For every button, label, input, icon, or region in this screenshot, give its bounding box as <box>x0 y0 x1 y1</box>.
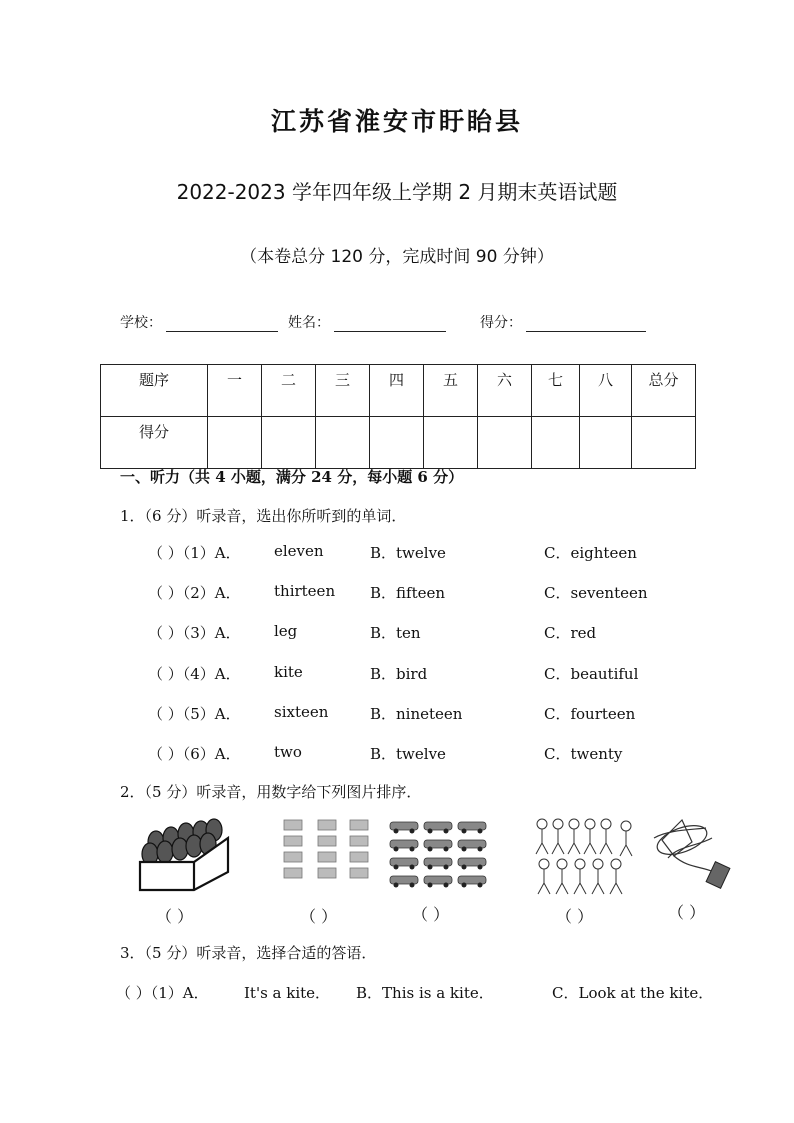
q1-item-2-num: （ ）（2）A． <box>148 584 241 602</box>
q3-item-1-b: B．This is a kite． <box>356 984 494 1002</box>
children-picture <box>532 816 642 896</box>
q1-item-1-b: B．twelve <box>370 544 446 562</box>
picture-5-answer-blank[interactable]: （ ） <box>668 903 706 922</box>
score-cell[interactable] <box>316 417 370 469</box>
score-cell[interactable] <box>424 417 478 469</box>
q3-item-1-a: It's a kite． <box>244 984 331 1002</box>
header-cell: 一 <box>208 365 262 417</box>
picture-1-answer-blank[interactable]: （ ） <box>156 907 194 926</box>
q1-item-2-b: B．fifteen <box>370 584 446 602</box>
picture-4-answer-blank[interactable]: （ ） <box>556 907 594 926</box>
header-cell: 八 <box>580 365 632 417</box>
document-title: 江苏省淮安市盱眙县 <box>270 107 523 136</box>
q1-item-3-c: C．red <box>544 624 597 642</box>
q1-item-6-a: two <box>274 743 302 761</box>
school-blank[interactable] <box>166 316 278 332</box>
section-heading: 一、听力（共 4 小题，满分 24 分，每小题 6 分） <box>120 468 464 486</box>
q1-item-5-a: sixteen <box>274 703 329 721</box>
header-cell: 三 <box>316 365 370 417</box>
q1-item-4-c: C．beautiful <box>544 665 639 683</box>
header-cell: 四 <box>370 365 424 417</box>
q1-item-4-num: （ ）（4）A． <box>148 665 241 683</box>
score-table-header-row <box>101 365 696 417</box>
score-cell[interactable] <box>370 417 424 469</box>
header-cell: 二 <box>262 365 316 417</box>
score-table-score-row <box>101 417 696 469</box>
q3-item-1-c: C．Look at the kite． <box>552 984 714 1002</box>
q1-item-3-num: （ ）（3）A． <box>148 624 241 642</box>
row-label: 得分 <box>101 417 208 469</box>
header-cell: 五 <box>424 365 478 417</box>
q1-item-5-num: （ ）（5）A． <box>148 705 241 723</box>
eggs-box-picture <box>136 816 232 894</box>
question-3-title: 3．（5 分）听录音，选择合适的答语． <box>120 944 377 962</box>
q1-item-1-c: C．eighteen <box>544 544 637 562</box>
exam-note: （本卷总分 120 分，完成时间 90 分钟） <box>240 247 554 267</box>
school-field <box>120 312 278 332</box>
q1-item-2-c: C．seventeen <box>544 584 648 602</box>
name-blank[interactable] <box>334 316 446 332</box>
score-field <box>480 312 646 332</box>
name-label: 姓名： <box>288 315 330 331</box>
picture-3-answer-blank[interactable]: （ ） <box>412 905 450 924</box>
name-field <box>288 312 446 332</box>
picture-2-answer-blank[interactable]: （ ） <box>300 907 338 926</box>
q1-item-5-b: B．nineteen <box>370 705 463 723</box>
books-picture <box>278 816 374 890</box>
header-cell: 总分 <box>632 365 696 417</box>
q1-item-5-c: C．fourteen <box>544 705 636 723</box>
q1-item-2-a: thirteen <box>274 582 336 600</box>
score-cell[interactable] <box>532 417 580 469</box>
score-cell[interactable] <box>580 417 632 469</box>
cars-picture <box>388 816 488 894</box>
question-1-title: 1．（6 分）听录音，选出你所听到的单词． <box>120 507 407 525</box>
score-cell[interactable] <box>632 417 696 469</box>
header-cell: 题序 <box>101 365 208 417</box>
score-table <box>100 364 696 469</box>
q1-item-1-num: （ ）（1）A． <box>148 544 241 562</box>
header-cell: 六 <box>478 365 532 417</box>
score-cell[interactable] <box>478 417 532 469</box>
q1-item-3-a: leg <box>274 622 298 640</box>
score-label: 得分： <box>480 315 522 331</box>
q1-item-1-a: eleven <box>274 542 324 560</box>
score-cell[interactable] <box>262 417 316 469</box>
question-2-title: 2．（5 分）听录音，用数字给下列图片排序． <box>120 783 422 801</box>
score-cell[interactable] <box>208 417 262 469</box>
q1-item-6-c: C．twenty <box>544 745 623 763</box>
q1-item-6-num: （ ）（6）A． <box>148 745 241 763</box>
q1-item-4-b: B．bird <box>370 665 428 683</box>
score-blank[interactable] <box>526 316 646 332</box>
school-label: 学校： <box>120 315 162 331</box>
q1-item-3-b: B．ten <box>370 624 421 642</box>
kite-picture <box>648 816 732 890</box>
header-cell: 七 <box>532 365 580 417</box>
q1-item-6-b: B．twelve <box>370 745 446 763</box>
document-subtitle: 2022-2023 学年四年级上学期 2 月期末英语试题 <box>176 180 618 204</box>
q3-item-1-num: （ ）（1）A． <box>116 984 209 1002</box>
q1-item-4-a: kite <box>274 663 303 681</box>
